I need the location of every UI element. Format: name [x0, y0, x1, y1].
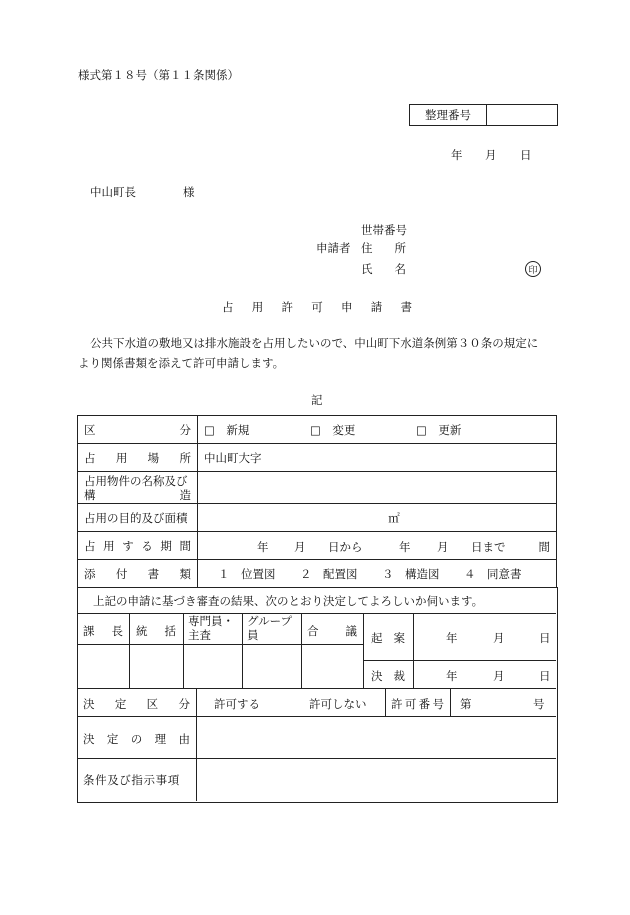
bukken-label-1: 占用物件の名称及び — [84, 473, 188, 488]
mokuteki-label: 占用の目的及び面積 — [78, 504, 198, 532]
kessai-year: 年 — [446, 669, 458, 683]
mokuteki-field[interactable] — [198, 504, 557, 532]
kessai-month: 月 — [493, 669, 505, 683]
kikan-label: 占 用 す る 期 間 — [84, 538, 191, 553]
attach-item-4: ４ 同意書 — [464, 566, 522, 581]
body-line-1: 公共下水道の敷地又は排水施設を占用したいので、中山町下水道条例第３０条の規定に — [90, 336, 539, 350]
ki-label: 記 — [311, 393, 323, 407]
joken-label: 条件及び指示事項 — [83, 773, 180, 787]
seiri-label: 整理番号 — [410, 105, 487, 126]
application-table — [77, 415, 557, 588]
kessai-day: 日 — [539, 669, 551, 683]
review-section — [77, 587, 558, 803]
addressee-name: 中山町長 — [90, 185, 136, 199]
attach-item-3: ３ 構造図 — [382, 566, 440, 581]
bukken-label-2: 構 造 — [84, 487, 191, 502]
attach-item-1: １ 位置図 — [218, 566, 276, 581]
seiri-value-field[interactable] — [487, 105, 558, 126]
date-day: 日 — [520, 148, 532, 162]
body-line-2: より関係書類を添えて許可申請します。 — [78, 356, 285, 370]
area-unit: ㎡ — [388, 510, 400, 525]
basho-label: 占 用 場 所 — [84, 450, 191, 465]
date-month: 月 — [485, 148, 497, 162]
kessai-label: 決 裁 — [371, 669, 405, 683]
role-kacho: 課 長 — [83, 624, 123, 638]
jusho-label: 住 所 — [361, 241, 406, 255]
kian-year: 年 — [446, 631, 458, 645]
seal-mark: 印 — [525, 261, 541, 277]
review-note: 上記の申請に基づき審査の結果、次のとおり決定してよろしいか伺います。 — [93, 594, 484, 608]
seiri-number-box — [409, 104, 558, 126]
role-senmonin: 専門員・ 主査 — [188, 614, 234, 642]
checkbox-new[interactable]: □ 新規 — [204, 422, 250, 437]
applicant-label: 申請者 — [316, 241, 351, 255]
checkbox-renew[interactable]: □ 更新 — [416, 422, 462, 437]
kyoka-no-dai: 第 — [460, 697, 472, 711]
attach-item-2: ２ 配置図 — [300, 566, 358, 581]
kian-label: 起 案 — [371, 631, 405, 645]
option-fukyoka[interactable]: 許可しない — [309, 697, 367, 711]
kyoka-no-go: 号 — [533, 697, 545, 711]
document-title: 占 用 許 可 申 請 書 — [222, 300, 412, 314]
checkbox-change[interactable]: □ 変更 — [310, 422, 356, 437]
role-tokatsu: 統 括 — [136, 624, 176, 638]
role-gogi: 合 議 — [307, 624, 357, 638]
bukken-field[interactable] — [198, 472, 557, 504]
tenpu-label: 添 付 書 類 — [84, 566, 191, 581]
kikan-field[interactable]: 年 月 日から 年 月 日まで 間 — [198, 532, 557, 560]
kian-month: 月 — [493, 631, 505, 645]
date-year: 年 — [451, 148, 463, 162]
option-kyoka[interactable]: 許可する — [214, 697, 260, 711]
setai-label: 世帯番号 — [361, 223, 407, 237]
kubun-label: 区 分 — [84, 422, 191, 437]
shimei-label: 氏 名 — [361, 262, 406, 276]
role-group: グループ 員 — [247, 614, 293, 642]
kettei-label: 決 定 区 分 — [83, 697, 190, 711]
riyu-label: 決 定 の 理 由 — [83, 732, 190, 746]
basho-field[interactable]: 中山町大字 — [198, 444, 557, 472]
addressee-sama: 様 — [183, 185, 195, 199]
kian-day: 日 — [539, 631, 551, 645]
form-number: 様式第１８号（第１１条関係） — [78, 68, 239, 82]
kyoka-no-label: 許 可 番 号 — [391, 697, 444, 711]
